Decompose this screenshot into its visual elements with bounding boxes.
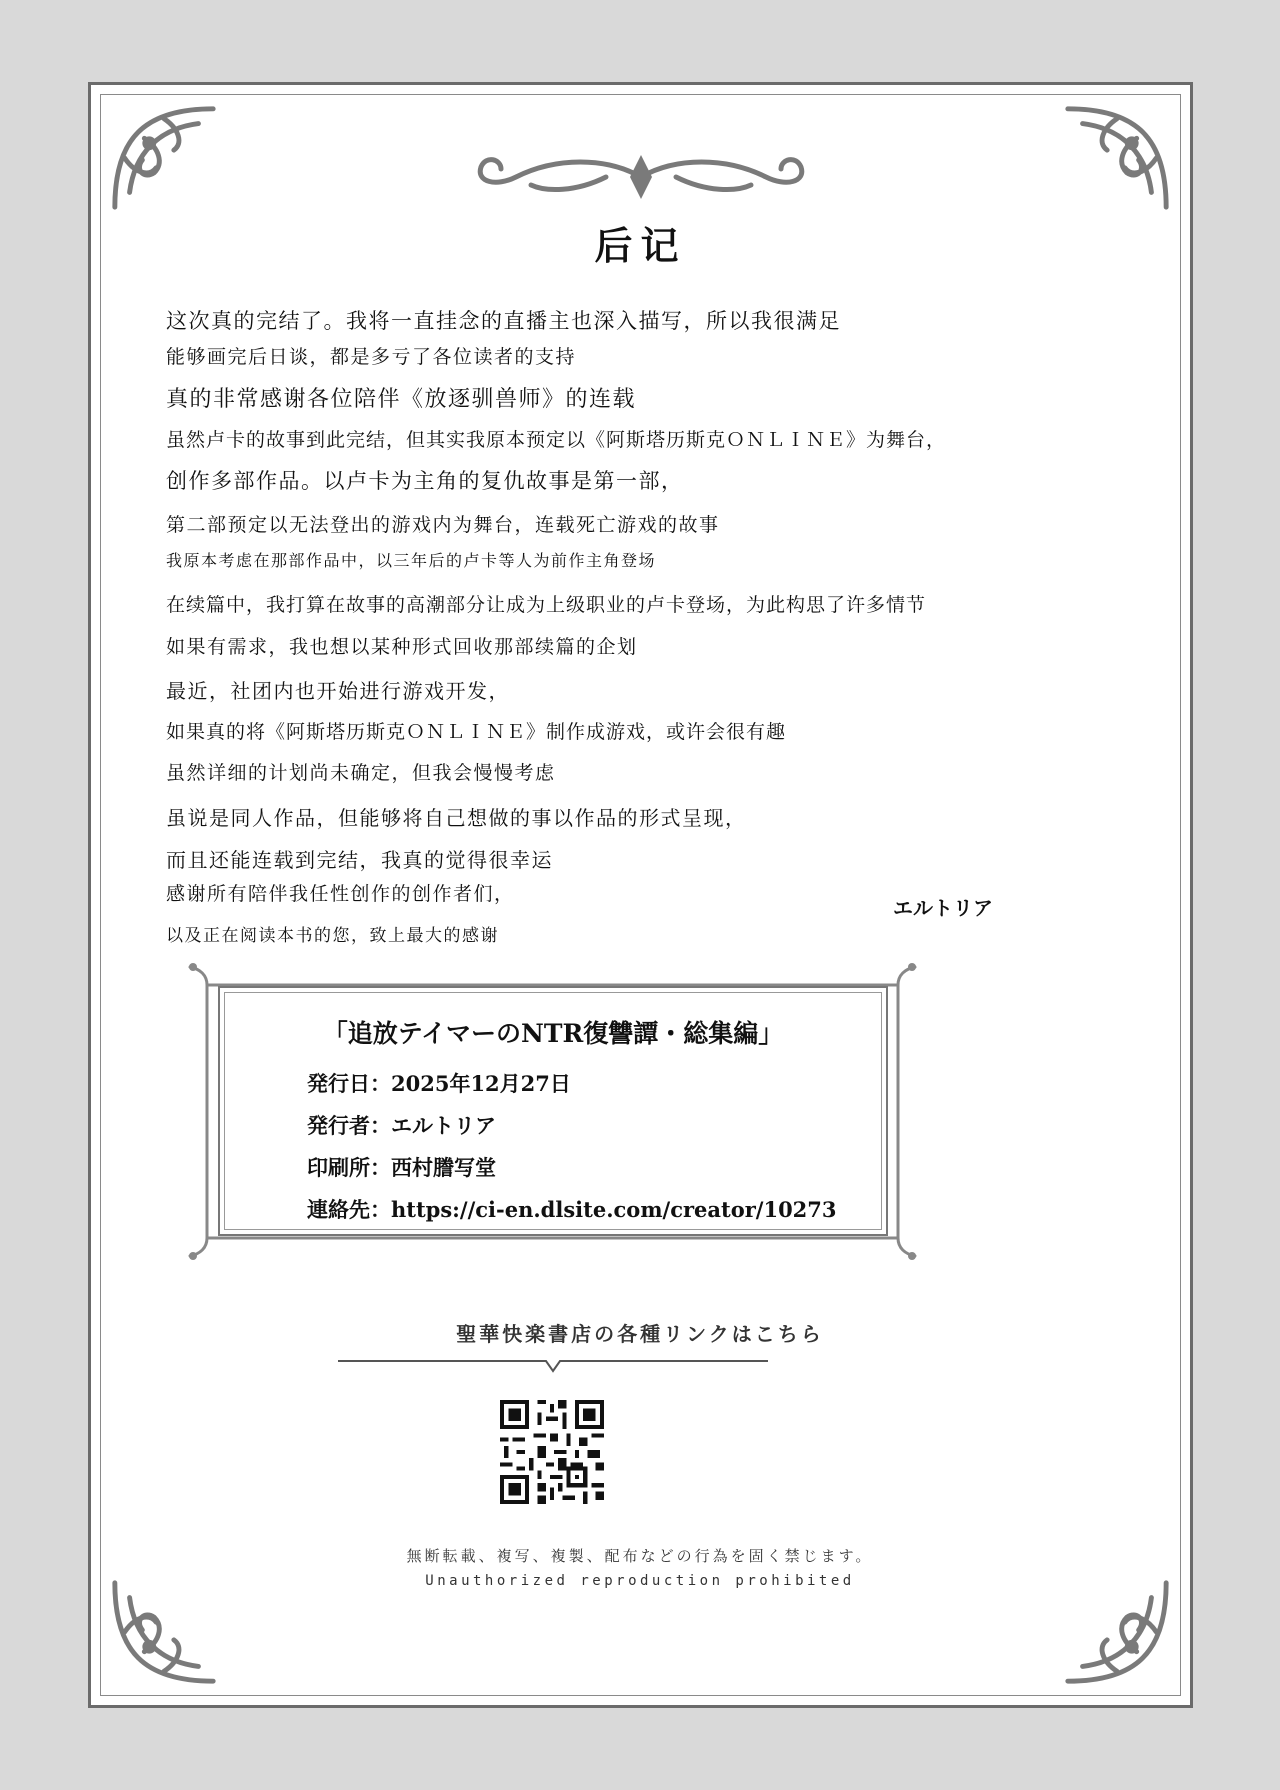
colophon-value: 西村謄写堂 xyxy=(391,1155,496,1180)
contact-link[interactable]: https://ci-en.dlsite.com/creator/10273 xyxy=(391,1197,837,1222)
corner-ornament-bottom-right xyxy=(1058,1573,1176,1691)
corner-ornament-bottom-left xyxy=(105,1573,223,1691)
colophon-value: 2025年12月27日 xyxy=(391,1071,571,1096)
body-line: 这次真的完结了。我将一直挂念的直播主也深入描写，所以我很满足 xyxy=(166,309,841,333)
body-line: 虽然卢卡的故事到此完结，但其实我原本预定以《阿斯塔历斯克ＯＮＬＩＮＥ》为舞台， xyxy=(166,429,947,451)
qr-code[interactable] xyxy=(500,1400,604,1504)
copyright-notice-en: Unauthorized reproduction prohibited xyxy=(425,1573,855,1589)
body-line: 感谢所有陪伴我任性创作的创作者们， xyxy=(166,883,515,905)
afterword-page xyxy=(88,82,1193,1708)
body-line: 最近，社团内也开始进行游戏开发， xyxy=(166,679,510,703)
colophon-label: 連絡先： xyxy=(307,1197,391,1222)
colophon-title: 「追放テイマーのNTR復讐譚・総集編」 xyxy=(322,1019,784,1048)
colophon-row-publisher xyxy=(307,1110,496,1140)
body-line: 虽说是同人作品，但能够将自己想做的事以作品的形式呈现， xyxy=(166,806,747,830)
links-label: 聖華快楽書店の各種リンクはこちら xyxy=(456,1322,824,1346)
body-line: 在续篇中，我打算在故事的高潮部分让成为上级职业的卢卡登场，为此构思了许多情节 xyxy=(166,594,927,616)
colophon-row-contact xyxy=(307,1194,837,1224)
colophon-box xyxy=(218,986,888,1236)
colophon-label: 発行者： xyxy=(307,1113,391,1138)
links-divider xyxy=(338,1359,768,1375)
body-line: 真的非常感谢各位陪伴《放逐驯兽师》的连载 xyxy=(166,387,637,412)
corner-ornament-top-left xyxy=(105,99,223,217)
body-line: 第二部预定以无法登出的游戏内为舞台，连载死亡游戏的故事 xyxy=(166,514,720,536)
colophon-label: 発行日： xyxy=(307,1071,391,1096)
colophon-row-printer xyxy=(307,1152,496,1182)
copyright-notice-ja: 無断転載、複写、複製、配布などの行為を固く禁じます。 xyxy=(406,1547,874,1565)
body-line: 以及正在阅读本书的您，致上最大的感谢 xyxy=(166,926,499,946)
author-signature: エルトリア xyxy=(893,896,993,920)
colophon-value: エルトリア xyxy=(391,1113,496,1138)
colophon-label: 印刷所： xyxy=(307,1155,391,1180)
body-line: 能够画完后日谈，都是多亏了各位读者的支持 xyxy=(166,346,577,368)
title-flourish-ornament xyxy=(456,147,826,207)
corner-ornament-top-right xyxy=(1058,99,1176,217)
body-line: 我原本考虑在那部作品中，以三年后的卢卡等人为前作主角登场 xyxy=(166,551,657,570)
page-title: 后记 xyxy=(594,224,687,268)
colophon-row-date xyxy=(307,1068,571,1098)
body-line: 如果有需求，我也想以某种形式回收那部续篇的企划 xyxy=(166,636,638,658)
body-line: 如果真的将《阿斯塔历斯克ＯＮＬＩＮＥ》制作成游戏，或许会很有趣 xyxy=(166,721,787,743)
body-line: 创作多部作品。以卢卡为主角的复仇故事是第一部， xyxy=(166,469,684,493)
body-line: 虽然详细的计划尚未确定，但我会慢慢考虑 xyxy=(166,762,556,784)
body-line: 而且还能连载到完结，我真的觉得很幸运 xyxy=(166,848,553,872)
